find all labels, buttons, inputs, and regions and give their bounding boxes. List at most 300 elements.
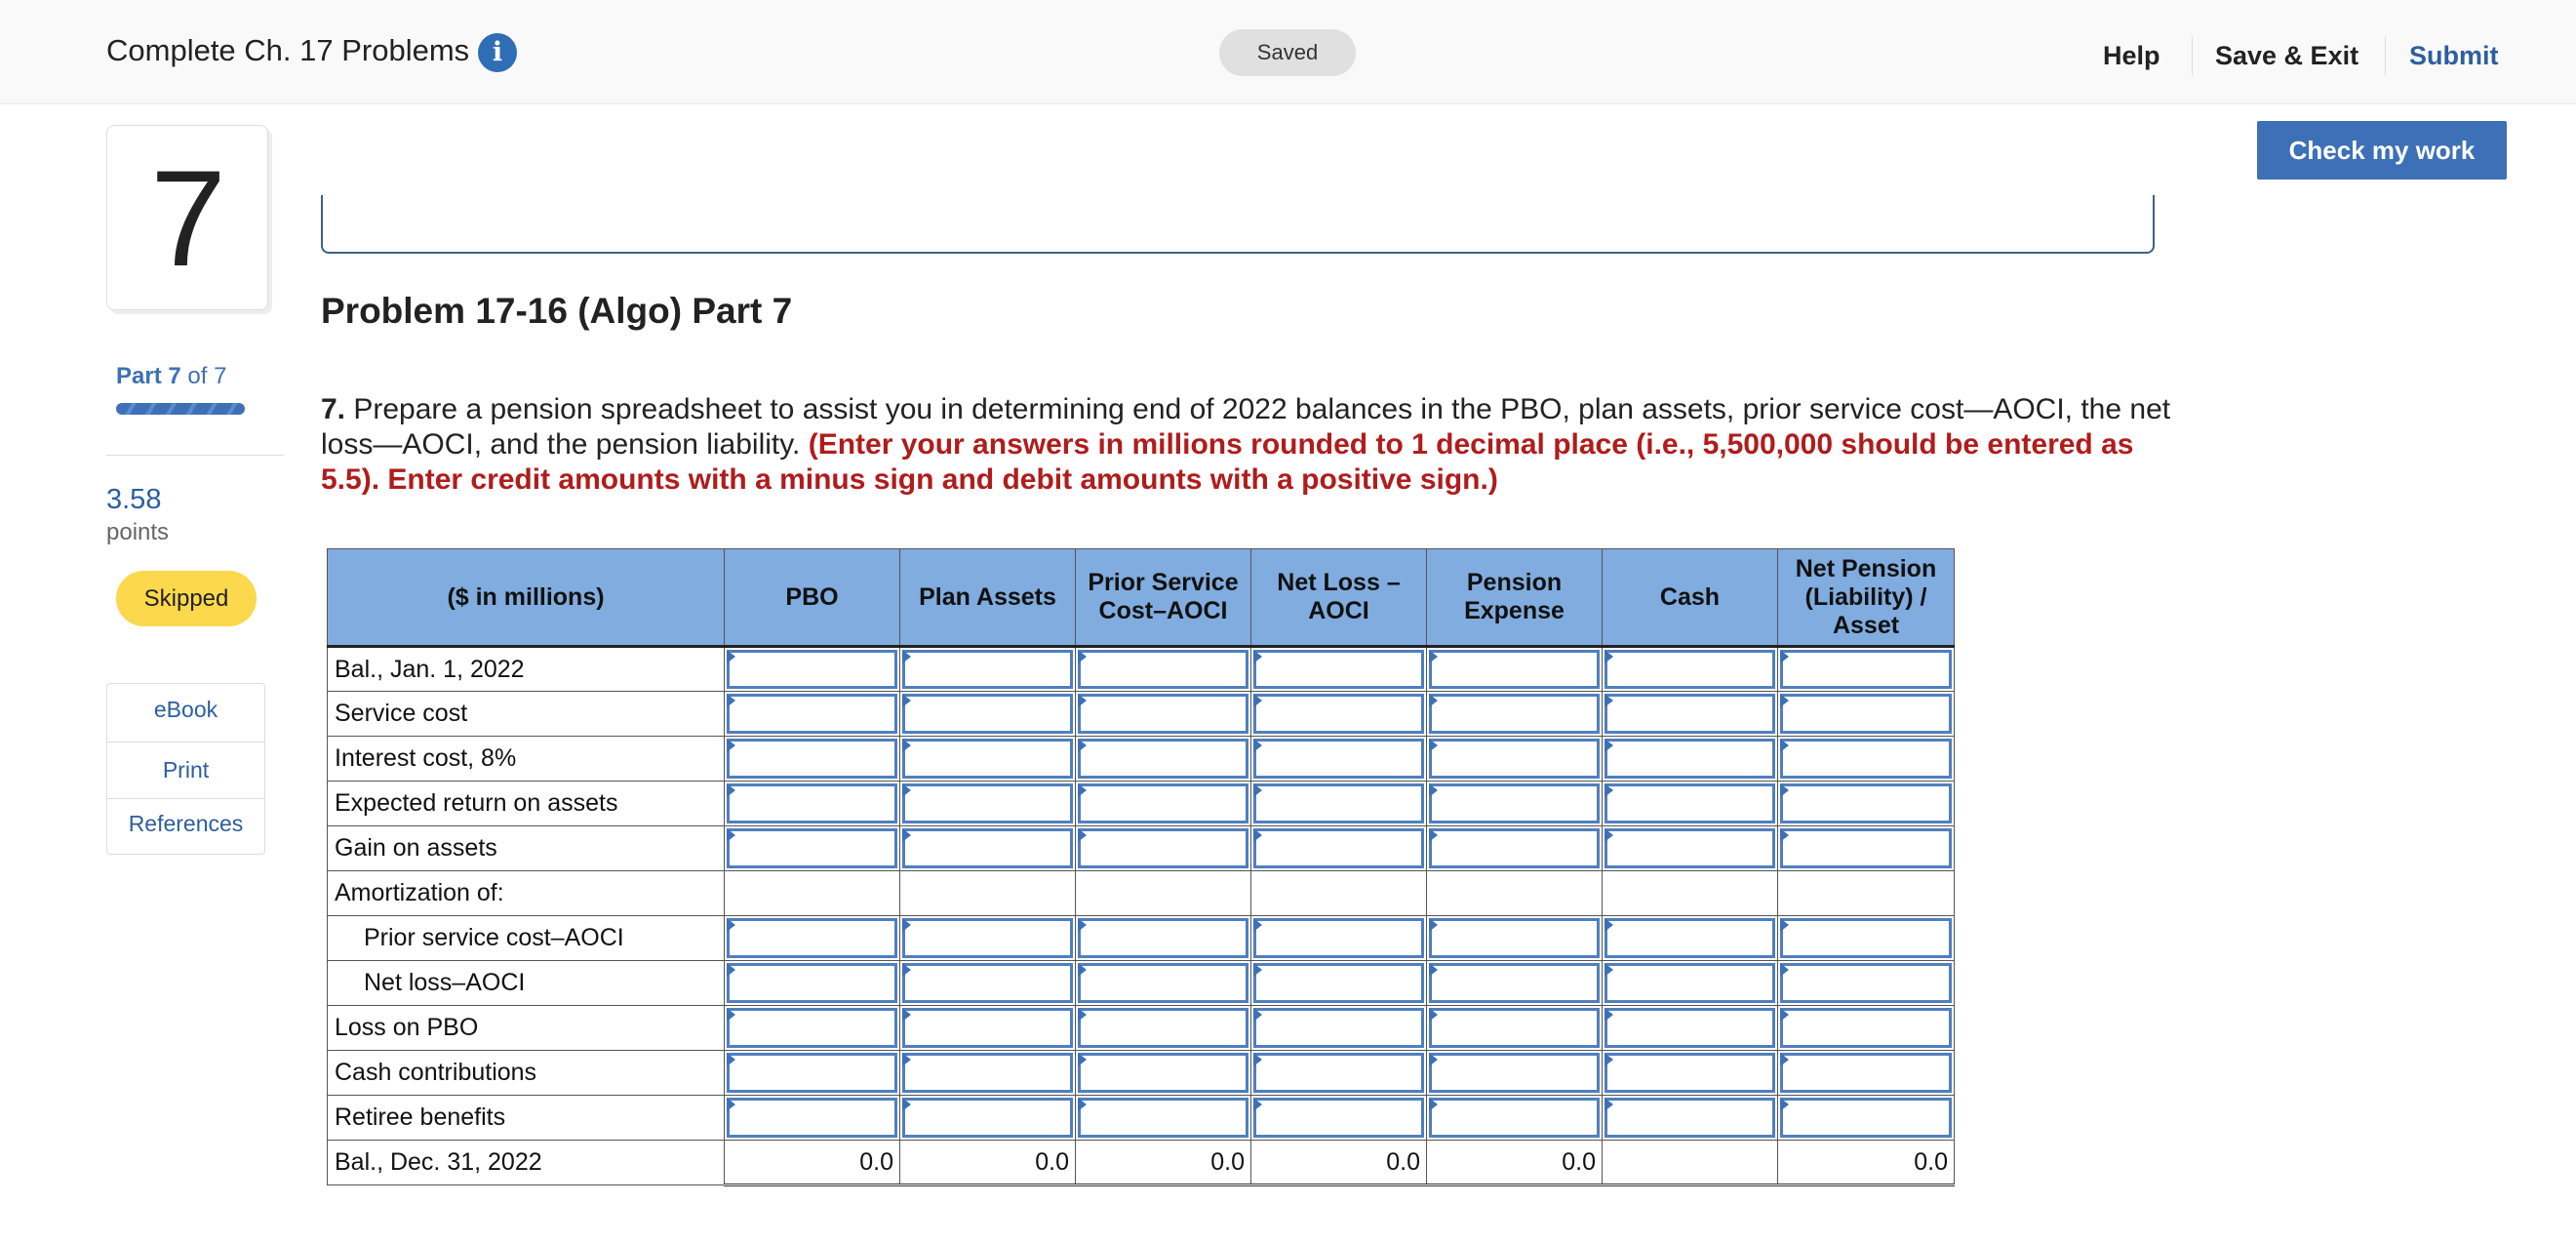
amount-input[interactable] <box>1778 737 1954 781</box>
top-bar <box>0 0 2576 104</box>
input-cell[interactable] <box>725 961 900 1006</box>
amount-input[interactable] <box>1251 782 1426 825</box>
amount-input[interactable] <box>1427 692 1602 736</box>
input-box[interactable] <box>1078 1008 1248 1048</box>
input-cell[interactable] <box>725 916 900 961</box>
amount-input[interactable] <box>1251 1096 1426 1140</box>
points-label: points <box>106 519 170 545</box>
input-cell[interactable] <box>725 1096 900 1141</box>
amount-input[interactable] <box>900 648 1075 691</box>
column-header: Prior Service Cost–AOCI <box>1076 549 1251 647</box>
input-marker-icon <box>1429 739 1438 752</box>
amount-input[interactable] <box>1603 1006 1777 1050</box>
input-cell[interactable] <box>1427 782 1603 826</box>
input-cell[interactable] <box>1076 737 1251 782</box>
input-box[interactable] <box>902 963 1073 1003</box>
input-marker-icon <box>1605 1053 1613 1066</box>
input-cell[interactable] <box>1251 961 1427 1006</box>
input-box[interactable] <box>1429 1008 1600 1048</box>
row-label: Bal., Jan. 1, 2022 <box>328 647 725 692</box>
input-box[interactable] <box>1605 783 1775 823</box>
pension-spreadsheet-table <box>327 548 1955 1186</box>
amount-input[interactable] <box>900 1096 1075 1140</box>
empty-cell <box>1251 871 1427 916</box>
amount-input[interactable] <box>1778 782 1954 825</box>
instruction-emphasis: (Enter your answers in millions rounded to 1 decimal place (i.e., 5,500,000 should be entered as 5.5). Enter credit amounts with a minus sign and debit amounts with a positive sign.) <box>321 428 2134 496</box>
input-marker-icon <box>1253 1053 1262 1066</box>
input-marker-icon <box>902 1053 911 1066</box>
input-box[interactable] <box>1605 1053 1775 1093</box>
amount-input[interactable] <box>1778 961 1954 1005</box>
input-marker-icon <box>1605 828 1613 842</box>
input-box[interactable] <box>1429 918 1600 958</box>
input-box[interactable] <box>1429 963 1600 1003</box>
amount-input[interactable] <box>1778 1006 1954 1050</box>
input-marker-icon <box>1605 650 1613 663</box>
input-cell[interactable] <box>725 1006 900 1051</box>
input-box[interactable] <box>1253 963 1424 1003</box>
amount-input[interactable] <box>1076 1006 1250 1050</box>
amount-input[interactable] <box>1076 1051 1250 1095</box>
input-box[interactable] <box>727 694 897 734</box>
column-header: Cash <box>1603 549 1778 647</box>
save-exit-link[interactable]: Save & Exit <box>2215 41 2359 70</box>
row-label: Cash contributions <box>328 1051 725 1096</box>
input-cell[interactable] <box>900 692 1076 737</box>
input-box[interactable] <box>1429 1053 1600 1093</box>
check-my-work-button[interactable]: Check my work <box>2257 121 2507 180</box>
input-box[interactable] <box>1078 694 1248 734</box>
input-marker-icon <box>1429 828 1438 842</box>
input-marker-icon <box>902 650 911 663</box>
input-box[interactable] <box>902 1053 1073 1093</box>
input-cell[interactable] <box>900 961 1076 1006</box>
input-marker-icon <box>902 739 911 752</box>
input-cell[interactable] <box>1427 826 1603 871</box>
amount-input[interactable] <box>1603 916 1777 960</box>
input-cell[interactable] <box>1427 1051 1603 1096</box>
input-box[interactable] <box>1078 1098 1248 1138</box>
divider <box>2385 36 2386 75</box>
amount-input[interactable] <box>1427 826 1602 870</box>
info-icon[interactable]: i <box>478 33 517 72</box>
input-box[interactable] <box>1780 694 1952 734</box>
input-box[interactable] <box>1078 828 1248 868</box>
row-label: Loss on PBO <box>328 1006 725 1051</box>
input-cell[interactable] <box>1603 961 1778 1006</box>
input-marker-icon <box>1078 1008 1087 1022</box>
empty-cell <box>900 871 1076 916</box>
input-cell[interactable] <box>900 916 1076 961</box>
input-box[interactable] <box>1253 694 1424 734</box>
amount-input[interactable] <box>1778 916 1954 960</box>
total-value: 0.0 <box>1251 1141 1427 1185</box>
amount-input[interactable] <box>1427 916 1602 960</box>
input-box[interactable] <box>727 783 897 823</box>
input-cell[interactable] <box>1251 916 1427 961</box>
input-cell[interactable] <box>1251 692 1427 737</box>
amount-input[interactable] <box>725 782 899 825</box>
input-cell[interactable] <box>1603 1051 1778 1096</box>
input-cell[interactable] <box>1778 692 1955 737</box>
input-cell[interactable] <box>900 737 1076 782</box>
input-box[interactable] <box>1078 783 1248 823</box>
input-marker-icon <box>1253 783 1262 797</box>
amount-input[interactable] <box>1251 648 1426 691</box>
input-marker-icon <box>902 963 911 977</box>
input-box[interactable] <box>902 650 1073 689</box>
input-cell[interactable] <box>1251 1096 1427 1141</box>
input-cell[interactable] <box>1427 961 1603 1006</box>
input-cell[interactable] <box>1603 916 1778 961</box>
input-cell[interactable] <box>1778 647 1955 692</box>
amount-input[interactable] <box>1251 1006 1426 1050</box>
amount-input[interactable] <box>1603 961 1777 1005</box>
input-cell[interactable] <box>1251 1051 1427 1096</box>
input-cell[interactable] <box>1251 1006 1427 1051</box>
input-cell[interactable] <box>725 782 900 826</box>
amount-input[interactable] <box>900 737 1075 781</box>
input-cell[interactable] <box>900 1096 1076 1141</box>
input-marker-icon <box>902 1008 911 1022</box>
total-value <box>1603 1141 1778 1185</box>
part-progress-bar <box>116 403 245 415</box>
total-value: 0.0 <box>1076 1141 1251 1185</box>
input-box[interactable] <box>902 694 1073 734</box>
input-marker-icon <box>1078 918 1087 932</box>
input-marker-icon <box>902 783 911 797</box>
total-value: 0.0 <box>900 1141 1076 1185</box>
divider <box>107 798 264 799</box>
amount-input[interactable] <box>1603 648 1777 691</box>
input-box[interactable] <box>1078 1053 1248 1093</box>
input-marker-icon <box>727 828 735 842</box>
amount-input[interactable] <box>725 648 899 691</box>
input-marker-icon <box>1780 828 1789 842</box>
input-box[interactable] <box>1429 828 1600 868</box>
input-box[interactable] <box>1078 739 1248 779</box>
amount-input[interactable] <box>1076 782 1250 825</box>
input-cell[interactable] <box>1778 1096 1955 1141</box>
input-box[interactable] <box>1605 1098 1775 1138</box>
input-box[interactable] <box>1780 650 1952 689</box>
amount-input[interactable] <box>1427 1096 1602 1140</box>
total-value: 0.0 <box>1427 1141 1603 1185</box>
instruction-text: Prepare a pension spreadsheet to assist you in determining end of 2022 balances in the PBO, plan assets, prior service cost—AOCI, the net loss—AOCI, and the pension liability. <box>321 393 2171 461</box>
previous-part-box <box>321 195 2155 254</box>
amount-input[interactable] <box>725 1096 899 1140</box>
input-cell[interactable] <box>1603 782 1778 826</box>
submit-link[interactable]: Submit <box>2409 41 2499 70</box>
input-box[interactable] <box>902 783 1073 823</box>
input-box[interactable] <box>902 828 1073 868</box>
input-cell[interactable] <box>1603 1006 1778 1051</box>
divider <box>106 455 284 456</box>
input-cell[interactable] <box>725 1051 900 1096</box>
input-box[interactable] <box>1078 918 1248 958</box>
input-box[interactable] <box>727 739 897 779</box>
input-cell[interactable] <box>1778 782 1955 826</box>
input-marker-icon <box>902 1098 911 1111</box>
amount-input[interactable] <box>900 916 1075 960</box>
amount-input[interactable] <box>1427 1051 1602 1095</box>
input-box[interactable] <box>902 1098 1073 1138</box>
input-marker-icon <box>727 1053 735 1066</box>
input-box[interactable] <box>727 1053 897 1093</box>
problem-instructions <box>321 392 2174 498</box>
amount-input[interactable] <box>1251 737 1426 781</box>
input-cell[interactable] <box>900 647 1076 692</box>
input-marker-icon <box>1078 963 1087 977</box>
amount-input[interactable] <box>1778 1096 1954 1140</box>
amount-input[interactable] <box>1427 737 1602 781</box>
input-cell[interactable] <box>1076 782 1251 826</box>
input-box[interactable] <box>902 918 1073 958</box>
part-indicator <box>116 363 226 390</box>
input-box[interactable] <box>727 828 897 868</box>
input-cell[interactable] <box>1076 961 1251 1006</box>
table-row <box>328 826 1955 871</box>
input-cell[interactable] <box>1076 826 1251 871</box>
input-box[interactable] <box>1078 650 1248 689</box>
input-cell[interactable] <box>725 647 900 692</box>
amount-input[interactable] <box>1778 692 1954 736</box>
table-row <box>328 871 1955 916</box>
amount-input[interactable] <box>1076 826 1250 870</box>
amount-input[interactable] <box>900 826 1075 870</box>
input-marker-icon <box>1078 1098 1087 1111</box>
input-box[interactable] <box>1780 783 1952 823</box>
input-box[interactable] <box>1253 828 1424 868</box>
input-cell[interactable] <box>1427 647 1603 692</box>
input-cell[interactable] <box>725 737 900 782</box>
saved-status-badge: Saved <box>1219 29 1356 76</box>
input-cell[interactable] <box>1076 1006 1251 1051</box>
amount-input[interactable] <box>1251 1051 1426 1095</box>
input-cell[interactable] <box>900 782 1076 826</box>
amount-input[interactable] <box>1251 961 1426 1005</box>
table-row <box>328 692 1955 737</box>
input-box[interactable] <box>1780 1053 1952 1093</box>
amount-input[interactable] <box>1603 782 1777 825</box>
input-box[interactable] <box>1253 918 1424 958</box>
amount-input[interactable] <box>725 961 899 1005</box>
input-box[interactable] <box>1429 739 1600 779</box>
input-marker-icon <box>1605 694 1613 707</box>
amount-input[interactable] <box>900 1051 1075 1095</box>
amount-input[interactable] <box>1076 1096 1250 1140</box>
input-box[interactable] <box>1780 828 1952 868</box>
input-cell[interactable] <box>1778 1051 1955 1096</box>
input-marker-icon <box>1780 918 1789 932</box>
input-cell[interactable] <box>725 826 900 871</box>
input-cell[interactable] <box>900 1006 1076 1051</box>
input-cell[interactable] <box>1603 826 1778 871</box>
input-cell[interactable] <box>725 692 900 737</box>
input-cell[interactable] <box>1603 1096 1778 1141</box>
amount-input[interactable] <box>1778 1051 1954 1095</box>
row-label: Prior service cost–AOCI <box>328 916 725 961</box>
amount-input[interactable] <box>900 1006 1075 1050</box>
input-marker-icon <box>1780 963 1789 977</box>
input-box[interactable] <box>1605 963 1775 1003</box>
input-cell[interactable] <box>1603 692 1778 737</box>
amount-input[interactable] <box>1778 648 1954 691</box>
input-box[interactable] <box>1605 739 1775 779</box>
input-marker-icon <box>1429 963 1438 977</box>
input-cell[interactable] <box>900 826 1076 871</box>
row-label: Net loss–AOCI <box>328 961 725 1006</box>
input-cell[interactable] <box>1076 1096 1251 1141</box>
input-box[interactable] <box>1253 783 1424 823</box>
amount-input[interactable] <box>1251 692 1426 736</box>
input-box[interactable] <box>1253 739 1424 779</box>
empty-cell <box>1603 871 1778 916</box>
amount-input[interactable] <box>725 826 899 870</box>
input-marker-icon <box>1429 918 1438 932</box>
input-box[interactable] <box>902 1008 1073 1048</box>
input-cell[interactable] <box>1427 692 1603 737</box>
table-body <box>328 647 1955 1185</box>
amount-input[interactable] <box>1603 737 1777 781</box>
input-cell[interactable] <box>1427 737 1603 782</box>
input-cell[interactable] <box>1076 916 1251 961</box>
input-marker-icon <box>1605 783 1613 797</box>
input-cell[interactable] <box>1251 782 1427 826</box>
input-box[interactable] <box>1253 1053 1424 1093</box>
input-marker-icon <box>1780 650 1789 663</box>
input-cell[interactable] <box>1251 647 1427 692</box>
amount-input[interactable] <box>725 692 899 736</box>
input-cell[interactable] <box>1076 1051 1251 1096</box>
input-box[interactable] <box>727 650 897 689</box>
amount-input[interactable] <box>1603 1051 1777 1095</box>
amount-input[interactable] <box>1076 916 1250 960</box>
print-link[interactable]: Print <box>162 757 210 783</box>
row-label: Amortization of: <box>328 871 725 916</box>
input-cell[interactable] <box>1251 826 1427 871</box>
input-cell[interactable] <box>1778 826 1955 871</box>
input-marker-icon <box>902 918 911 932</box>
amount-input[interactable] <box>1427 1006 1602 1050</box>
amount-input[interactable] <box>1778 826 1954 870</box>
amount-input[interactable] <box>1251 826 1426 870</box>
points-value: 3.58 <box>106 484 162 515</box>
input-cell[interactable] <box>900 1051 1076 1096</box>
table-row <box>328 1051 1955 1096</box>
input-box[interactable] <box>1429 1098 1600 1138</box>
input-box[interactable] <box>727 1098 897 1138</box>
input-marker-icon <box>727 783 735 797</box>
amount-input[interactable] <box>1427 961 1602 1005</box>
input-cell[interactable] <box>1076 647 1251 692</box>
input-box[interactable] <box>1605 650 1775 689</box>
amount-input[interactable] <box>1076 692 1250 736</box>
amount-input[interactable] <box>725 916 899 960</box>
input-marker-icon <box>1605 739 1613 752</box>
empty-cell <box>1778 871 1955 916</box>
input-box[interactable] <box>1253 1008 1424 1048</box>
amount-input[interactable] <box>725 1006 899 1050</box>
input-box[interactable] <box>1253 1098 1424 1138</box>
amount-input[interactable] <box>900 782 1075 825</box>
amount-input[interactable] <box>1603 826 1777 870</box>
input-cell[interactable] <box>1778 1006 1955 1051</box>
ebook-link[interactable]: eBook <box>153 697 218 722</box>
input-marker-icon <box>1253 963 1262 977</box>
amount-input[interactable] <box>1427 648 1602 691</box>
input-box[interactable] <box>727 918 897 958</box>
input-box[interactable] <box>1078 963 1248 1003</box>
amount-input[interactable] <box>1427 782 1602 825</box>
amount-input[interactable] <box>900 961 1075 1005</box>
total-value: 0.0 <box>1778 1141 1955 1185</box>
amount-input[interactable] <box>725 737 899 781</box>
input-cell[interactable] <box>1251 737 1427 782</box>
input-cell[interactable] <box>1076 692 1251 737</box>
input-cell[interactable] <box>1778 737 1955 782</box>
input-cell[interactable] <box>1778 961 1955 1006</box>
amount-input[interactable] <box>1076 961 1250 1005</box>
help-link[interactable]: Help <box>2103 41 2160 70</box>
total-row <box>328 1141 1955 1185</box>
amount-input[interactable] <box>1076 648 1250 691</box>
input-marker-icon <box>1780 1098 1789 1111</box>
input-box[interactable] <box>1780 1098 1952 1138</box>
input-box[interactable] <box>1780 963 1952 1003</box>
input-box[interactable] <box>1429 783 1600 823</box>
input-box[interactable] <box>727 963 897 1003</box>
row-label: Interest cost, 8% <box>328 737 725 782</box>
amount-input[interactable] <box>1076 737 1250 781</box>
amount-input[interactable] <box>1603 692 1777 736</box>
input-marker-icon <box>1078 828 1087 842</box>
amount-input[interactable] <box>900 692 1075 736</box>
input-box[interactable] <box>1780 918 1952 958</box>
input-box[interactable] <box>1605 694 1775 734</box>
input-cell[interactable] <box>1778 916 1955 961</box>
column-header-label: ($ in millions) <box>328 549 725 647</box>
input-box[interactable] <box>727 1008 897 1048</box>
input-marker-icon <box>1253 1008 1262 1022</box>
input-box[interactable] <box>1605 918 1775 958</box>
input-box[interactable] <box>1253 650 1424 689</box>
references-link[interactable]: References <box>128 811 244 836</box>
input-cell[interactable] <box>1603 737 1778 782</box>
input-box[interactable] <box>1780 739 1952 779</box>
amount-input[interactable] <box>725 1051 899 1095</box>
input-cell[interactable] <box>1427 916 1603 961</box>
input-marker-icon <box>727 694 735 707</box>
input-box[interactable] <box>1605 1008 1775 1048</box>
input-box[interactable] <box>902 739 1073 779</box>
amount-input[interactable] <box>1251 916 1426 960</box>
input-box[interactable] <box>1780 1008 1952 1048</box>
input-box[interactable] <box>1605 828 1775 868</box>
part-total: of 7 <box>187 363 227 389</box>
input-cell[interactable] <box>1427 1096 1603 1141</box>
input-box[interactable] <box>1429 650 1600 689</box>
row-label: Expected return on assets <box>328 782 725 826</box>
amount-input[interactable] <box>1603 1096 1777 1140</box>
input-marker-icon <box>727 918 735 932</box>
input-marker-icon <box>727 650 735 663</box>
input-marker-icon <box>1078 694 1087 707</box>
status-badge: Skipped <box>116 571 257 626</box>
input-cell[interactable] <box>1603 647 1778 692</box>
input-box[interactable] <box>1429 694 1600 734</box>
input-cell[interactable] <box>1427 1006 1603 1051</box>
